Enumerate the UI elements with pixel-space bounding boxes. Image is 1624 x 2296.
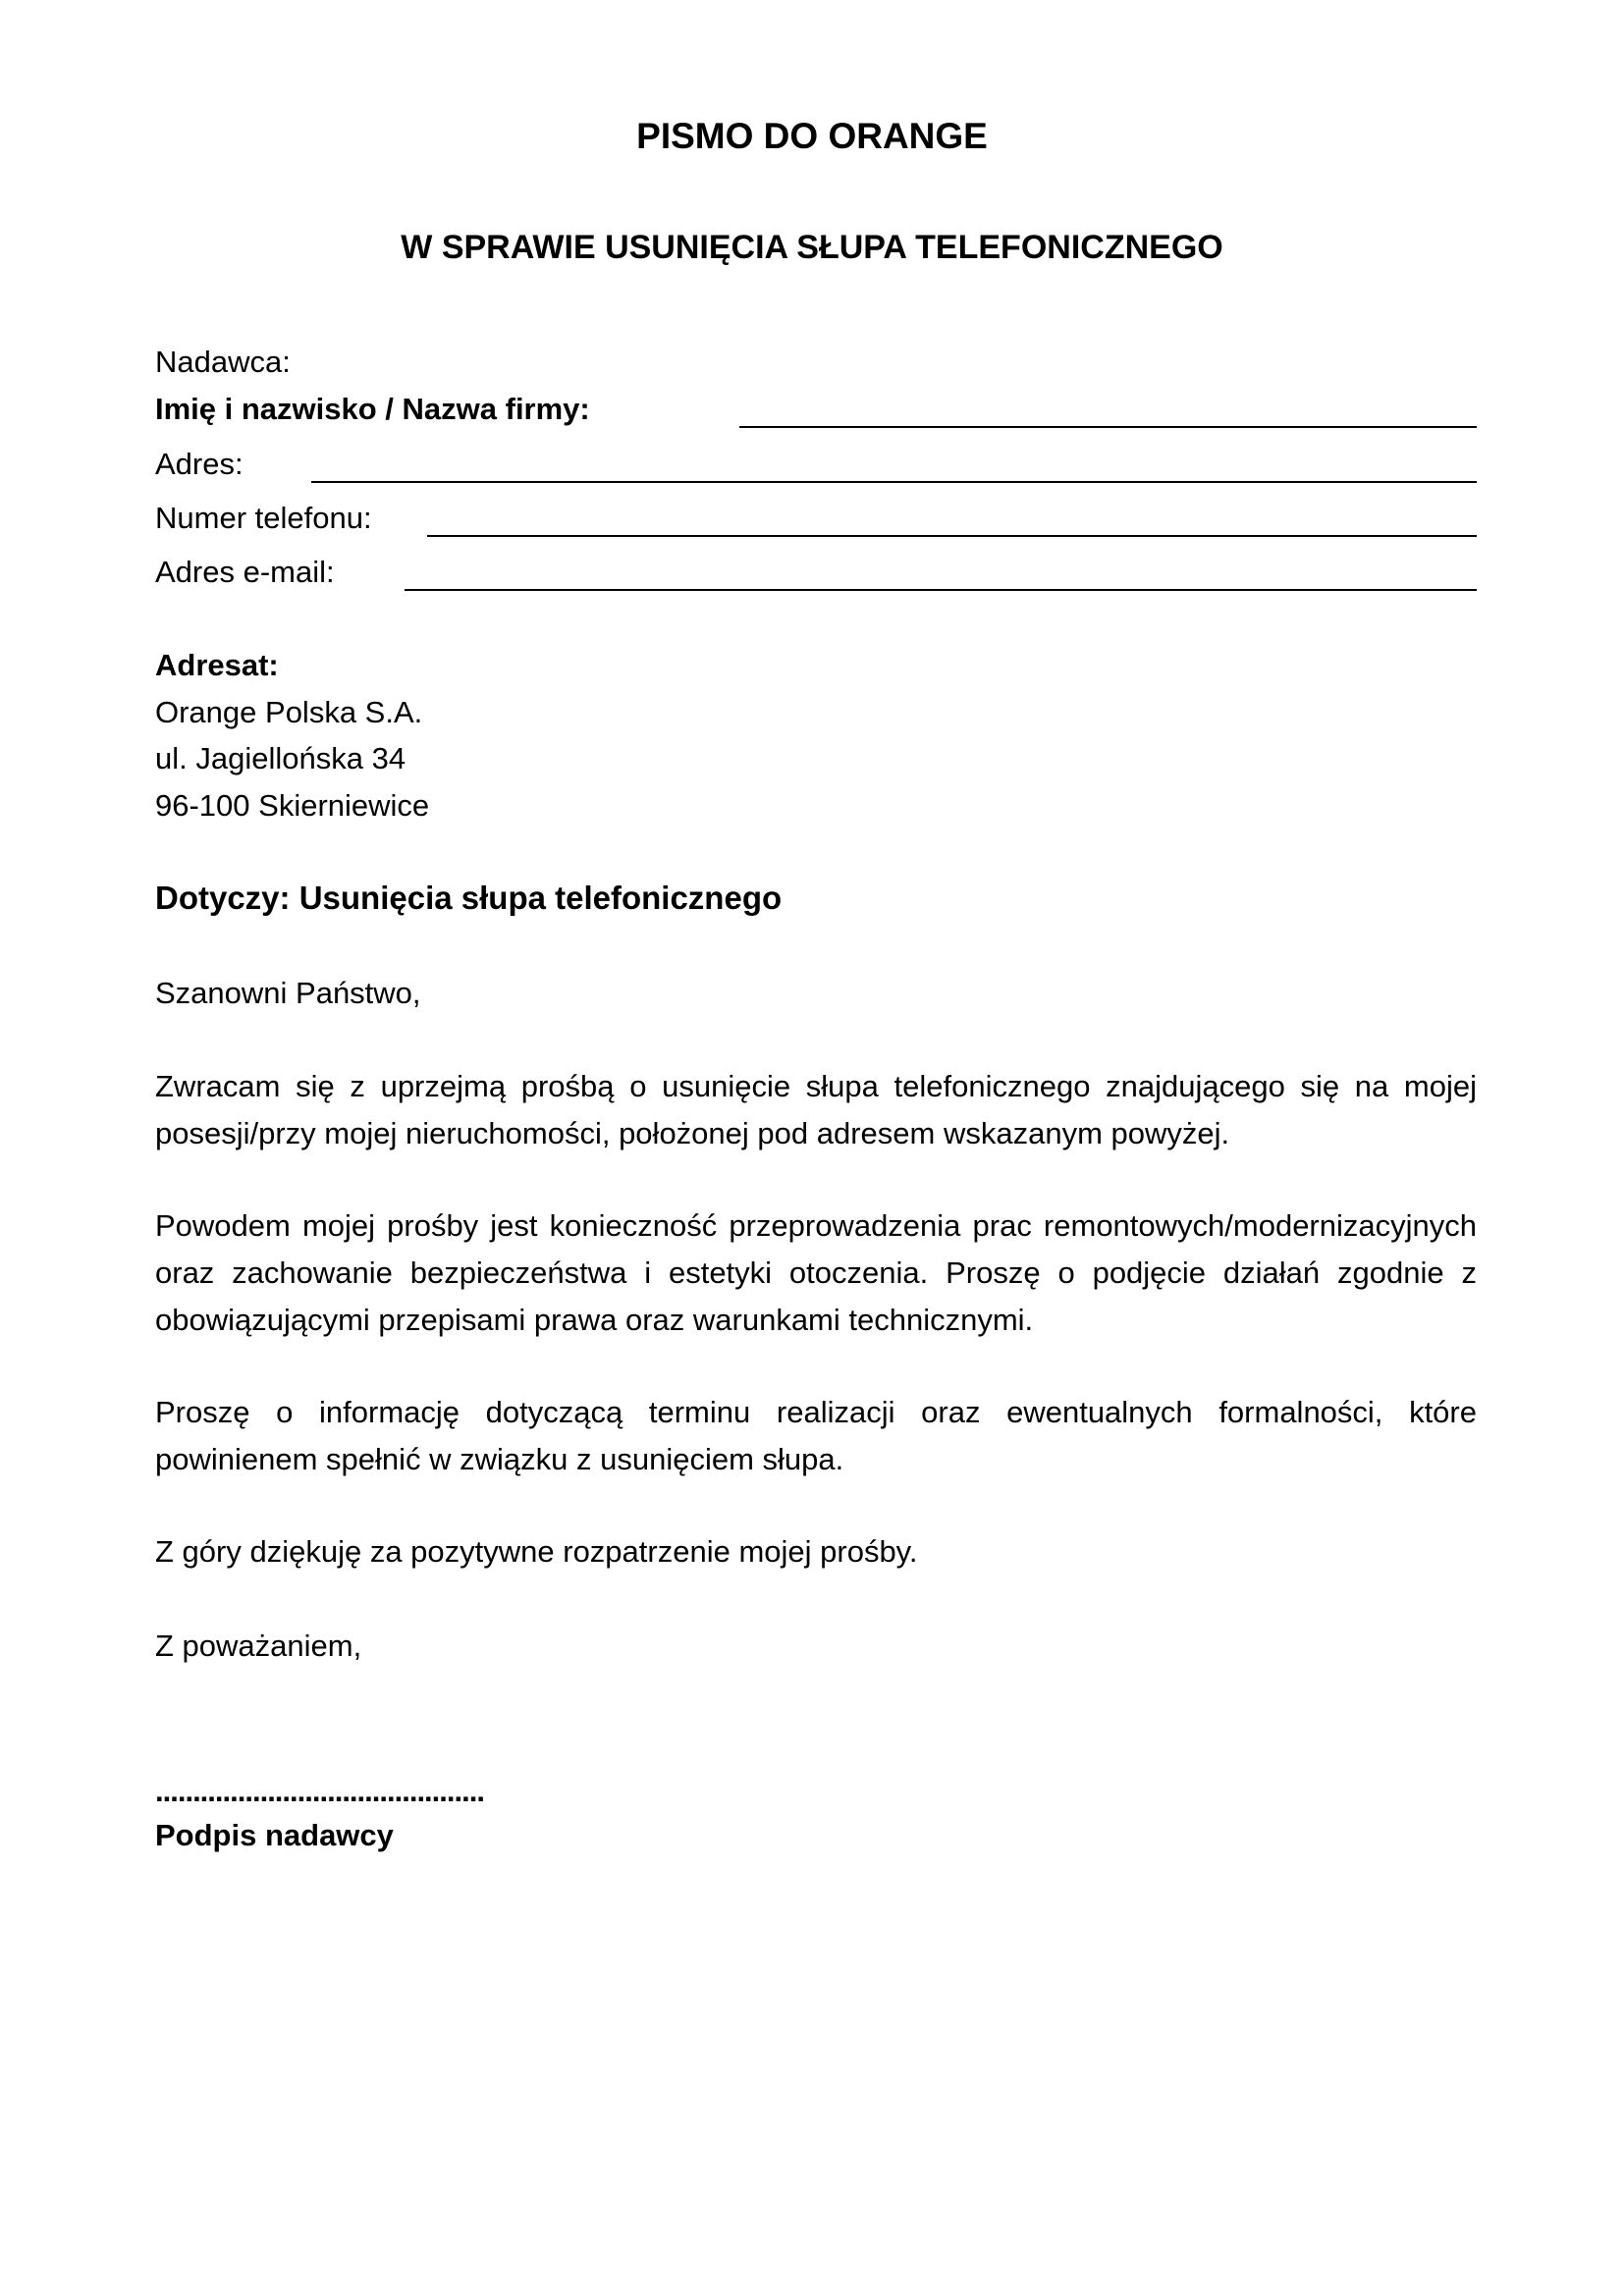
recipient-heading: Adresat: (155, 648, 279, 682)
sender-phone-field-line (427, 535, 1477, 537)
document-title: PISMO DO ORANGE (636, 116, 988, 156)
recipient-company: Orange Polska S.A. (155, 695, 423, 729)
body-paragraph-4: Z góry dziękuję za pozytywne rozpatrzenie mojej prośby. (155, 1534, 918, 1569)
signature-label: Podpis nadawcy (155, 1818, 394, 1852)
letter-subject: Dotyczy: Usunięcia słupa telefonicznego (155, 880, 783, 916)
sender-name-field-line (739, 426, 1477, 428)
document-subtitle: W SPRAWIE USUNIĘCIA SŁUPA TELEFONICZNEGO (401, 229, 1223, 266)
sender-heading: Nadawca: (155, 345, 291, 379)
body-paragraph-1: Zwracam się z uprzejmą prośbą o usunięcie słupa telefonicznego znajdującego się na mojej posesji/przy mojej nieruchomości, położonej pod adresem wskazanym powyżej. (155, 1069, 1477, 1150)
sender-address-field-line (311, 481, 1477, 483)
letter-closing: Z poważaniem, (155, 1629, 362, 1663)
sender-phone-label: Numer telefonu: (155, 501, 372, 535)
sender-email-label: Adres e-mail: (155, 555, 335, 589)
body-paragraph-2: Powodem mojej prośby jest konieczność przeprowadzenia prac remontowych/modernizacyjnych oraz zachowanie bezpieczeństwa i estetyki otoczenia. Proszę o podjęcie działań zgodnie z obowiązującymi przepisami prawa oraz warunkami technicznymi. (155, 1208, 1477, 1337)
recipient-city: 96-100 Skierniewice (155, 788, 430, 823)
letter-greeting: Szanowni Państwo, (155, 976, 421, 1010)
sender-address-label: Adres: (155, 447, 244, 481)
recipient-street: ul. Jagiellońska 34 (155, 741, 406, 775)
sender-name-label: Imię i nazwisko / Nazwa firmy: (155, 392, 590, 426)
signature-dots: ............................................ (155, 1774, 484, 1808)
body-paragraph-3: Proszę o informację dotyczącą terminu realizacji oraz ewentualnych formalności, które powinienem spełnić w związku z usunięciem słupa. (155, 1395, 1477, 1476)
sender-email-field-line (405, 589, 1477, 591)
